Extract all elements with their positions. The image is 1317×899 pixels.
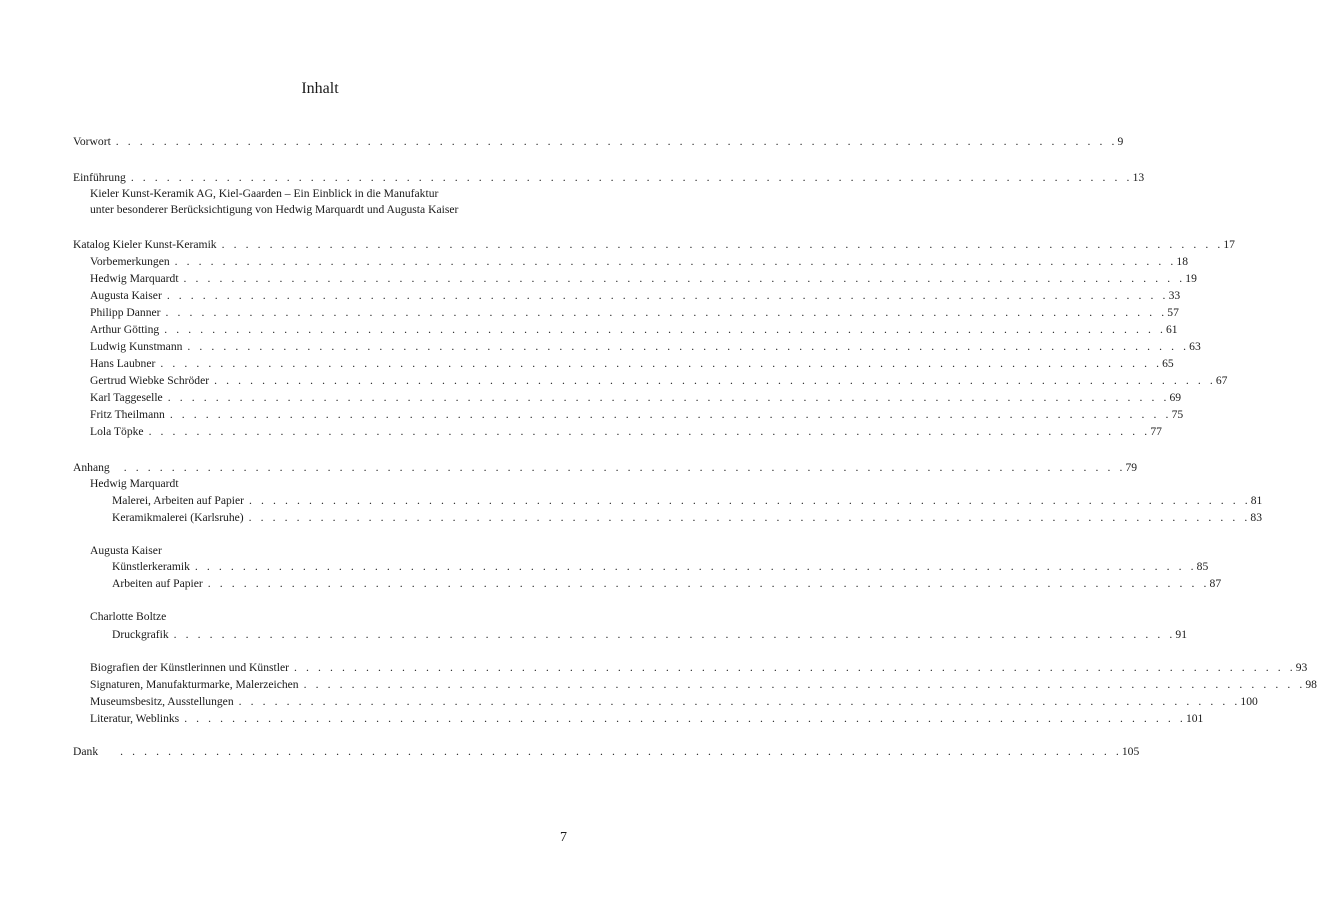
toc-page: 100 — [1240, 695, 1258, 708]
dot-leader: . . . . . . . . . . . . . . . . . . . . . . . . . . . . . . . . . . . . . . . . . . . . . . . . . . . . . . . . . . . . . . . . . . . . . . . . . . . . . . . . . . . . — [221, 238, 1224, 251]
dot-leader: . . . . . . . . . . . . . . . . . . . . . . . . . . . . . . . . . . . . . . . . . . . . . . . . . . . . . . . . . . . . . . . . . . . . . . . . . . . . . . . . . . . . — [248, 511, 1251, 524]
toc-entry-vorwort[interactable] — [73, 133, 1124, 150]
toc-page: 85 — [1196, 560, 1209, 573]
toc-subtitle-line-1: Kieler Kunst-Keramik AG, Kiel-Gaarden – Ein Einblick in die Manufaktur — [90, 187, 439, 200]
toc-entry-katalog[interactable] — [73, 236, 1235, 253]
toc-group-charlotte-boltze: Charlotte Boltze — [90, 610, 167, 623]
dot-leader: . . . . . . . . . . . . . . . . . . . . . . . . . . . . . . . . . . . . . . . . . . . . . . . . . . . . . . . . . . . . . . . . . . . . . . . . . . . . . . . . . . . . — [160, 357, 1163, 370]
toc-entry-keramikmalerei[interactable] — [112, 509, 1262, 526]
toc-page: 57 — [1167, 306, 1179, 319]
toc-entry-lola-toepke[interactable] — [90, 423, 1162, 440]
dot-leader: . . . . . . . . . . . . . . . . . . . . . . . . . . . . . . . . . . . . . . . . . . . . . . . . . . . . . . . . . . . . . . . . . . . . . . . . . . . . . . . . . . . . — [164, 323, 1166, 336]
toc-entry-dank[interactable] — [73, 743, 1140, 760]
toc-entry-hedwig-marquardt[interactable] — [90, 270, 1197, 287]
toc-page: 91 — [1175, 628, 1187, 641]
toc-entry-malerei-papier[interactable] — [112, 492, 1263, 509]
dot-leader: . . . . . . . . . . . . . . . . . . . . . . . . . . . . . . . . . . . . . . . . . . . . . . . . . . . . . . . . . . . . . . . . . . . . . . . . . . . . . . . . . . . . — [238, 695, 1241, 708]
dot-leader: . . . . . . . . . . . . . . . . . . . . . . . . . . . . . . . . . . . . . . . . . . . . . . . . . . . . . . . . . . . . . . . . . . . . . . . . . . . . . . . . . . . . — [303, 678, 1306, 691]
dot-leader: . . . . . . . . . . . . . . . . . . . . . . . . . . . . . . . . . . . . . . . . . . . . . . . . . . . . . . . . . . . . . . . . . . . . . . . . . . . . . . . . . . . . — [214, 374, 1216, 387]
toc-page: 67 — [1215, 374, 1228, 387]
toc-page: 79 — [1125, 461, 1138, 474]
toc-page: 101 — [1185, 712, 1204, 725]
toc-group-hedwig-marquardt: Hedwig Marquardt — [90, 477, 179, 490]
page-number: 7 — [560, 830, 567, 845]
toc-page: 93 — [1295, 661, 1308, 674]
toc-group-augusta-kaiser: Augusta Kaiser — [90, 544, 162, 557]
toc-page: 65 — [1162, 357, 1174, 370]
toc-label: Vorbemerkungen — [90, 255, 170, 268]
dot-leader: . . . . . . . . . . . . . . . . . . . . . . . . . . . . . . . . . . . . . . . . . . . . . . . . . . . . . . . . . . . . . . . . . . . . . . . . . . . . . . . . . . . . — [123, 461, 1126, 474]
toc-entry-museumsbesitz[interactable] — [90, 693, 1258, 710]
toc-entry-arthur-goetting[interactable] — [90, 321, 1178, 338]
toc-label: Biografien der Künstlerinnen und Künstler — [90, 661, 289, 674]
toc-entry-ludwig-kunstmann[interactable] — [90, 338, 1201, 355]
toc-page: 81 — [1250, 494, 1263, 507]
toc-entry-anhang[interactable] — [73, 459, 1138, 476]
toc-page: 33 — [1168, 289, 1181, 302]
toc-page: 77 — [1150, 425, 1162, 438]
toc-entry-einfuehrung[interactable] — [73, 169, 1145, 186]
toc-entry-hans-laubner[interactable] — [90, 355, 1174, 372]
toc-page: 19 — [1185, 272, 1197, 285]
toc-page: 18 — [1176, 255, 1188, 268]
toc-entry-arbeiten-papier[interactable] — [112, 575, 1222, 592]
toc-label: Keramikmalerei (Karlsruhe) — [112, 511, 244, 524]
toc-label: Literatur, Weblinks — [90, 712, 180, 725]
toc-page: 17 — [1223, 238, 1235, 251]
dot-leader: . . . . . . . . . . . . . . . . . . . . . . . . . . . . . . . . . . . . . . . . . . . . . . . . . . . . . . . . . . . . . . . . . . . . . . . . . . . . . . . . . . . . — [148, 425, 1151, 438]
toc-entry-karl-taggeselle[interactable] — [90, 389, 1182, 406]
toc-page: 63 — [1189, 340, 1201, 353]
toc-page: 75 — [1171, 408, 1184, 421]
toc-page: 13 — [1132, 171, 1145, 184]
toc-page: 9 — [1117, 135, 1124, 148]
toc-label: Anhang — [73, 461, 110, 474]
toc-entry-literatur[interactable] — [90, 710, 1204, 727]
toc-label: Einführung — [73, 171, 126, 184]
toc-label: Philipp Danner — [90, 306, 161, 319]
toc-label: Dank — [73, 745, 99, 758]
toc-subtitle-line-2: unter besonderer Berücksichtigung von Hedwig Marquardt und Augusta Kaiser — [90, 203, 459, 216]
toc-label: Museumsbesitz, Ausstellungen — [90, 695, 234, 708]
toc-entry-vorbemerkungen[interactable] — [90, 253, 1188, 270]
dot-leader: . . . . . . . . . . . . . . . . . . . . . . . . . . . . . . . . . . . . . . . . . . . . . . . . . . . . . . . . . . . . . . . . . . . . . . . . . . . . . . . . . . . . — [120, 745, 1122, 758]
toc-label: Gertrud Wiebke Schröder — [90, 374, 210, 387]
dot-leader: . . . . . . . . . . . . . . . . . . . . . . . . . . . . . . . . . . . . . . . . . . . . . . . . . . . . . . . . . . . . . . . . . . . . . . . . . . . . . . . . . . . . — [167, 391, 1170, 404]
dot-leader: . . . . . . . . . . . . . . . . . . . . . . . . . . . . . . . . . . . . . . . . . . . . . . . . . . . . . . . . . . . . . . . . . . . . . . . . . . . . . . . . . . . . — [183, 272, 1186, 285]
dot-leader: . . . . . . . . . . . . . . . . . . . . . . . . . . . . . . . . . . . . . . . . . . . . . . . . . . . . . . . . . . . . . . . . . . . . . . . . . . . . . . . . . . . . — [173, 628, 1176, 641]
toc-entry-signaturen[interactable] — [90, 676, 1317, 693]
dot-leader: . . . . . . . . . . . . . . . . . . . . . . . . . . . . . . . . . . . . . . . . . . . . . . . . . . . . . . . . . . . . . . . . . . . . . . . . . . . . . . . . . . . . — [293, 661, 1296, 674]
toc-entry-fritz-theilmann[interactable] — [90, 406, 1184, 423]
toc-label: Vorwort — [73, 135, 111, 148]
toc-page: 61 — [1165, 323, 1178, 336]
toc-label: Fritz Theilmann — [90, 408, 165, 421]
page-title: Inhalt — [301, 80, 339, 97]
toc-page: 83 — [1250, 511, 1262, 524]
toc-label: Druckgrafik — [112, 628, 169, 641]
toc-label: Lola Töpke — [90, 425, 144, 438]
toc-label: Katalog Kieler Kunst-Keramik — [73, 238, 217, 251]
toc-entry-druckgrafik[interactable] — [112, 626, 1187, 643]
dot-leader: . . . . . . . . . . . . . . . . . . . . . . . . . . . . . . . . . . . . . . . . . . . . . . . . . . . . . . . . . . . . . . . . . . . . . . . . . . . . . . . . . . . . — [165, 306, 1168, 319]
toc-page: 105 — [1121, 745, 1140, 758]
dot-leader: . . . . . . . . . . . . . . . . . . . . . . . . . . . . . . . . . . . . . . . . . . . . . . . . . . . . . . . . . . . . . . . . . . . . . . . . . . . . . . . . . . . . — [207, 577, 1210, 590]
toc-label: Signaturen, Manufakturmarke, Malerzeichen — [90, 678, 299, 691]
toc-entry-augusta-kaiser[interactable] — [90, 287, 1181, 304]
toc-label: Karl Taggeselle — [90, 391, 163, 404]
toc-label: Ludwig Kunstmann — [90, 340, 183, 353]
toc-entry-philipp-danner[interactable] — [90, 304, 1179, 321]
toc-entry-kuenstlerkeramik[interactable] — [112, 558, 1209, 575]
toc-label: Malerei, Arbeiten auf Papier — [112, 494, 244, 507]
toc-page: 87 — [1209, 577, 1222, 590]
toc-page: 98 — [1305, 678, 1317, 691]
dot-leader: . . . . . . . . . . . . . . . . . . . . . . . . . . . . . . . . . . . . . . . . . . . . . . . . . . . . . . . . . . . . . . . . . . . . . . . . . . . . . . . . . . . . — [115, 135, 1118, 148]
toc-label: Arbeiten auf Papier — [112, 577, 203, 590]
dot-leader: . . . . . . . . . . . . . . . . . . . . . . . . . . . . . . . . . . . . . . . . . . . . . . . . . . . . . . . . . . . . . . . . . . . . . . . . . . . . . . . . . . . . — [249, 494, 1251, 507]
toc-entry-biografien[interactable] — [90, 659, 1308, 676]
dot-leader: . . . . . . . . . . . . . . . . . . . . . . . . . . . . . . . . . . . . . . . . . . . . . . . . . . . . . . . . . . . . . . . . . . . . . . . . . . . . . . . . . . . . — [166, 289, 1169, 302]
toc-entry-gertrud-wiebke-schroeder[interactable] — [90, 372, 1228, 389]
dot-leader: . . . . . . . . . . . . . . . . . . . . . . . . . . . . . . . . . . . . . . . . . . . . . . . . . . . . . . . . . . . . . . . . . . . . . . . . . . . . . . . . . . . . — [169, 408, 1172, 421]
dot-leader: . . . . . . . . . . . . . . . . . . . . . . . . . . . . . . . . . . . . . . . . . . . . . . . . . . . . . . . . . . . . . . . . . . . . . . . . . . . . . . . . . . . . — [187, 340, 1190, 353]
dot-leader: . . . . . . . . . . . . . . . . . . . . . . . . . . . . . . . . . . . . . . . . . . . . . . . . . . . . . . . . . . . . . . . . . . . . . . . . . . . . . . . . . . . . — [174, 255, 1177, 268]
toc-label: Hedwig Marquardt — [90, 272, 179, 285]
toc-label: Künstlerkeramik — [112, 560, 190, 573]
toc-label: Arthur Götting — [90, 323, 160, 336]
toc-label: Hans Laubner — [90, 357, 156, 370]
toc-page: 69 — [1169, 391, 1182, 404]
dot-leader: . . . . . . . . . . . . . . . . . . . . . . . . . . . . . . . . . . . . . . . . . . . . . . . . . . . . . . . . . . . . . . . . . . . . . . . . . . . . . . . . . . . . — [184, 712, 1186, 725]
dot-leader: . . . . . . . . . . . . . . . . . . . . . . . . . . . . . . . . . . . . . . . . . . . . . . . . . . . . . . . . . . . . . . . . . . . . . . . . . . . . . . . . . . . . — [194, 560, 1197, 573]
dot-leader: . . . . . . . . . . . . . . . . . . . . . . . . . . . . . . . . . . . . . . . . . . . . . . . . . . . . . . . . . . . . . . . . . . . . . . . . . . . . . . . . . . . . — [130, 171, 1133, 184]
toc-label: Augusta Kaiser — [90, 289, 162, 302]
table-of-contents — [73, 0, 1317, 899]
